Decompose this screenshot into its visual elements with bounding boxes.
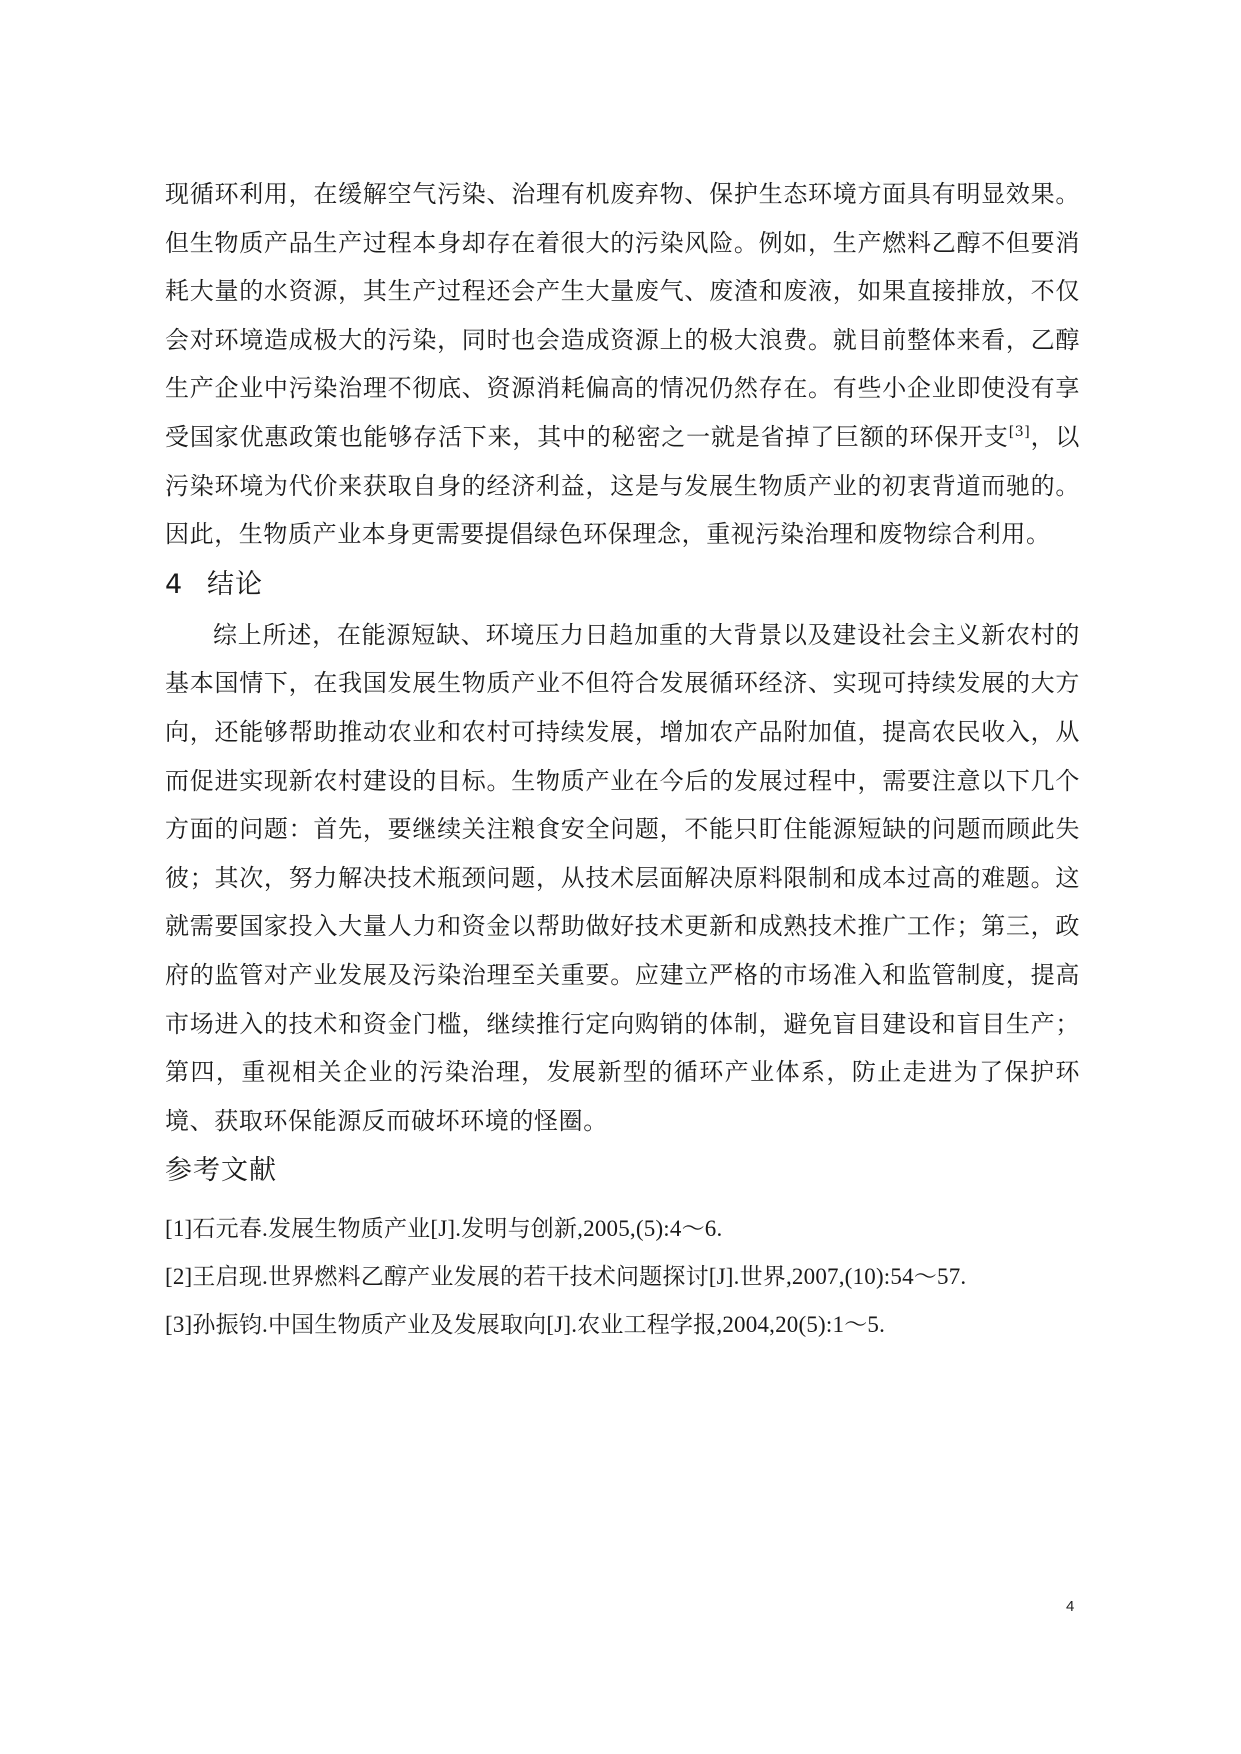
section-heading-conclusion xyxy=(165,559,1080,611)
conclusion-paragraph: 综上所述，在能源短缺、环境压力日趋加重的大背景以及建设社会主义新农村的基本国情下，在我国发展生物质产业不但符合发展循环经济、实现可持续发展的大方向，还能够帮助推动农业和农村可持续发展，增加农产品附加值，提高农民收入，从而促进实现新农村建设的目标。生物质产业在今后的发展过程中，需要注意以下几个方面的问题：首先，要继续关注粮食安全问题，不能只盯住能源短缺的问题而顾此失彼；其次，努力解决技术瓶颈问题，从技术层面解决原料限制和成本过高的难题。这就需要国家投入大量人力和资金以帮助做好技术更新和成熟技术推广工作；第三，政府的监管对产业发展及污染治理至关重要。应建立严格的市场准入和监管制度，提高市场进入的技术和资金门槛，继续推行定向购销的体制，避免盲目建设和盲目生产；第四，重视相关企业的污染治理，发展新型的循环产业体系，防止走进为了保护环境、获取环保能源反而破坏环境的怪圈。 xyxy=(165,620,1080,1135)
section-title: 结论 xyxy=(207,568,263,600)
reference-list xyxy=(165,1205,1080,1349)
continuation-text-part1: 现循环利用，在缓解空气污染、治理有机废弃物、保护生态环境方面具有明显效果。但生物质产品生产过程本身却存在着很大的污染风险。例如，生产燃料乙醇不但要消耗大量的水资源，其生产过程还会产生大量废气、废渣和废液，如果直接排放，不仅会对环境造成极大的污染，同时也会造成资源上的极大浪费。就目前整体来看，乙醇生产企业中污染治理不彻底、资源消耗偏高的情况仍然存在。有些小企业即使没有享受国家优惠政策也能够存活下来，其中的秘密之一就是省掉了巨额的环保开支 xyxy=(165,180,1080,451)
continuation-text-part2: ，以污染环境为代价来获取自身的经济利益，这是与发展生物质产业的初衷背道而驰的。因此，生物质产业本身更需要提倡绿色环保理念，重视污染治理和废物综合利用。 xyxy=(165,422,1080,549)
page-number: 4 xyxy=(1066,1598,1075,1615)
page-content xyxy=(165,170,1080,1349)
citation-superscript: [3] xyxy=(1008,423,1031,440)
continuation-paragraph xyxy=(165,170,1080,559)
reference-item: [1]石元春.发展生物质产业[J].发明与创新,2005,(5):4～6. xyxy=(165,1216,723,1242)
section-number: 4 xyxy=(165,568,184,600)
reference-item: [3]孙振钧.中国生物质产业及发展取向[J].农业工程学报,2004,20(5):1～5. xyxy=(165,1312,886,1338)
references-heading: 参考文献 xyxy=(165,1155,277,1187)
reference-item: [2]王启现.世界燃料乙醇产业发展的若干技术问题探讨[J].世界,2007,(10):54～57. xyxy=(165,1264,967,1290)
